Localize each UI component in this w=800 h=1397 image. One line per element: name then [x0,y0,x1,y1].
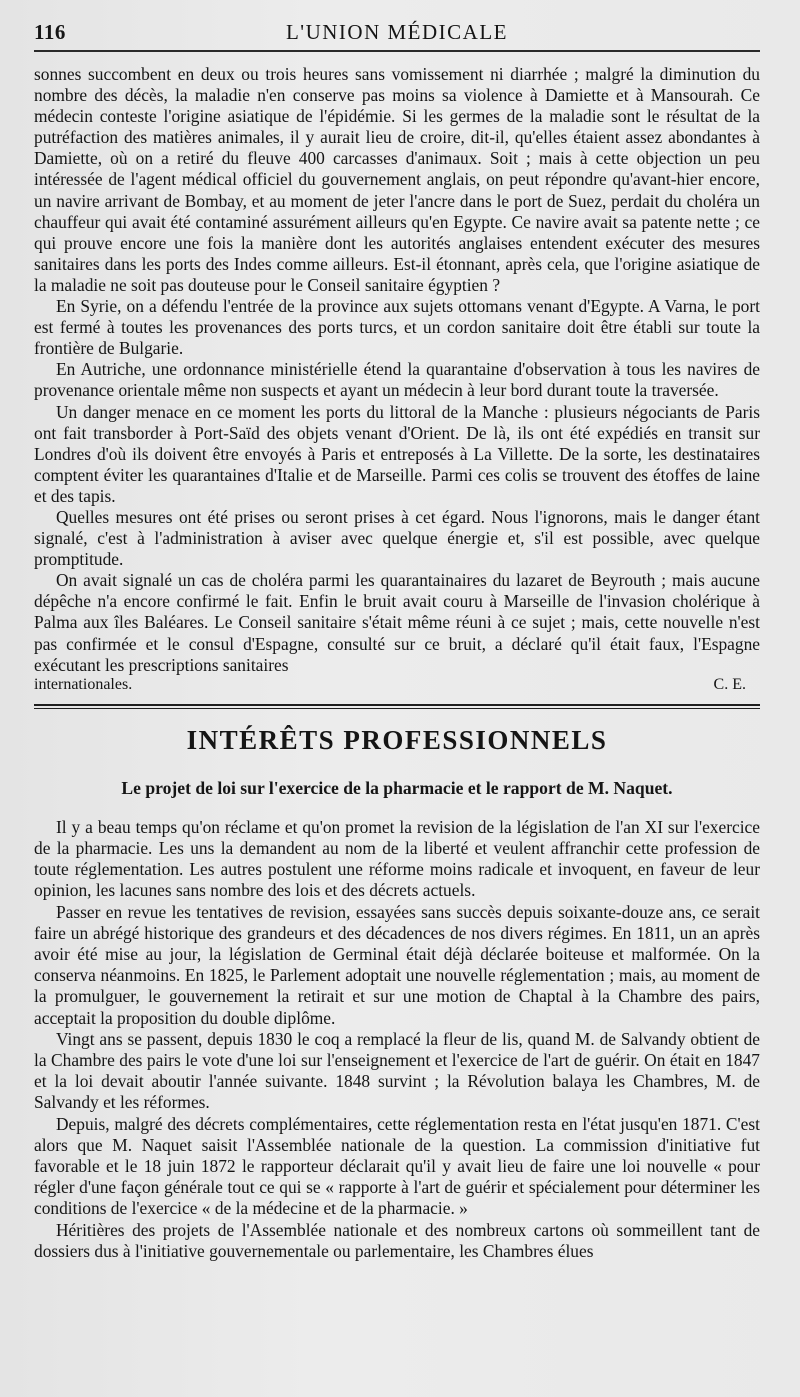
paragraph: Passer en revue les tentatives de revision, essayées sans succès depuis soixante-douze ans, ce serait faire un abrégé historique des grandeurs et des décadences de nos divers régimes. En 1811, un an après avoir été mise au jour, la législation de Germinal était déjà déclarée boiteuse et malformée. On la conserva néanmoins. En 1825, le Parlement adoptait une nouvelle réglementation ; mais, au moment de la promulguer, le gouvernement la retirait et sur une motion de Chaptal à la Chambre des pairs, acceptait la proposition du double diplôme. [34,901,760,1028]
paragraph: Vingt ans se passent, depuis 1830 le coq a remplacé la fleur de lis, quand M. de Salvandy obtient de la Chambre des pairs le vote d'une loi sur l'enseignement et l'exercice de l'art de guérir. On était en 1847 et la loi devait aboutir l'année suivante. 1848 survint ; la Révolution balaya les Chambres, M. de Salvandy et les réformes. [34,1028,760,1113]
page-number: 116 [34,20,66,44]
paragraph: Depuis, malgré des décrets complémentaires, cette réglementation resta en l'état jusqu'en 1871. C'est alors que M. Naquet saisit l'Assemblée nationale de la question. La commission d'initiative fut favorable et le 18 juin 1872 le rapporteur déclarait qu'il y avait lieu de faire une loi nouvelle « pour régler d'une façon générale tout ce qui se « rapporte à l'art de guérir et spécialement pour déterminer les conditions de l'exercice « de la médecine et de la pharmacie. » [34,1113,760,1219]
paragraph: Un danger menace en ce moment les ports du littoral de la Manche : plusieurs négociants de Paris ont fait transborder à Port-Saïd des objets venant d'Orient. De là, ils ont été expédiés en transit sur Londres d'où ils doivent être envoyés à Paris et entreposés à La Villette. De la sorte, les destinataires comptent éviter les quarantaines d'Italie et de Marseille. Parmi ces colis se trouvent des étoffes de laine et des tapis. [34,401,760,506]
article-title: Le projet de loi sur l'exercice de la pharmacie et le rapport de M. Naquet. [121,777,673,798]
paragraph: Héritières des projets de l'Assemblée nationale et des nombreux cartons où sommeillent tant de dossiers dus à l'initiative gouvernementale ou parlementaire, les Chambres élues [34,1219,760,1261]
final-line: internationales. [34,675,133,693]
section-heading: INTÉRÊTS PROFESSIONNELS [186,724,608,755]
paragraph: Quelles mesures ont été prises ou seront prises à cet égard. Nous l'ignorons, mais le danger étant signalé, c'est à l'administration à aviser avec quelque énergie et, s'il est possible, avec quelque promptitude. [34,506,760,570]
cholera-report-article [34,64,760,694]
article-signoff [34,676,760,694]
paragraph: On avait signalé un cas de choléra parmi les quarantainaires du lazaret de Beyrouth ; mais aucune dépêche n'a encore confirmé le fait. Enfin le bruit avait couru à Marseille de l'invasion cholérique à Palma aux îles Baléares. Le Conseil sanitaire s'était même réuni à ce sujet ; mais, cette nouvelle n'est pas confirmée et le consul d'Espagne, consulté sur ce bruit, a déclaré qu'il était faux, l'Espagne exécutant les prescriptions sanitaires [34,570,760,675]
pharmacy-law-article [34,817,760,1262]
paragraph: En Syrie, on a défendu l'entrée de la province aux sujets ottomans venant d'Egypte. A Varna, le port est fermé à toutes les provenances des ports turcs, et un cordon sanitaire doit être établi sur toute la frontière de Bulgarie. [34,296,760,359]
paragraph: Il y a beau temps qu'on réclame et qu'on promet la revision de la législation de l'an XI sur l'exercice de la pharmacie. Les uns la demandent au nom de la liberté et veulent affranchir cette profession de toute réglementation. Les autres postulent une réforme moins radicale et invoquent, en faveur de leur opinion, les lacunes sans nombre des lois et des décrets actuels. [34,816,760,901]
paragraph: En Autriche, une ordonnance ministérielle étend la quarantaine d'observation à tous les navires de provenance orientale même non suspects et ayant un médecin à leur bord durant toute la traversée. [34,359,760,401]
running-head [34,20,760,52]
section-divider [34,704,760,709]
paragraph: sonnes succombent en deux ou trois heures sans vomissement ni diarrhée ; malgré la diminution du nombre des décès, la maladie n'en conserve pas moins sa violence à Damiette et à Mansourah. Ce médecin conteste l'origine asiatique de l'épidémie. Si les germes de la maladie sont le résultat de la putréfaction des matières animales, il y aurait lieu de croire, dit-il, qu'elles étaient assez abondantes à Damiette, où on a retiré du fleuve 400 carcasses d'animaux. Soit ; mais à cette objection un peu intéressée de l'agent médical officiel du gouvernement anglais, on peut répondre qu'avant-hier encore, un navire arrivant de Bombay, et au moment de jeter l'ancre dans le port de Suez, perdait du choléra un chauffeur qui avait été contaminé assurément ailleurs qu'en Egypte. Ce navire avait sa patente nette ; ce qui prouve encore une fois la manière dont les autorités anglaises entendent exécuter des mesures sanitaires dans les ports des Indes comme ailleurs. Est-il étonnant, après cela, que l'origine asiatique de la maladie ne soit pas douteuse pour le Conseil sanitaire égyptien ? [34,64,760,295]
journal-title: L'UNION MÉDICALE [285,20,508,44]
author-signature: C. E. [713,675,746,693]
